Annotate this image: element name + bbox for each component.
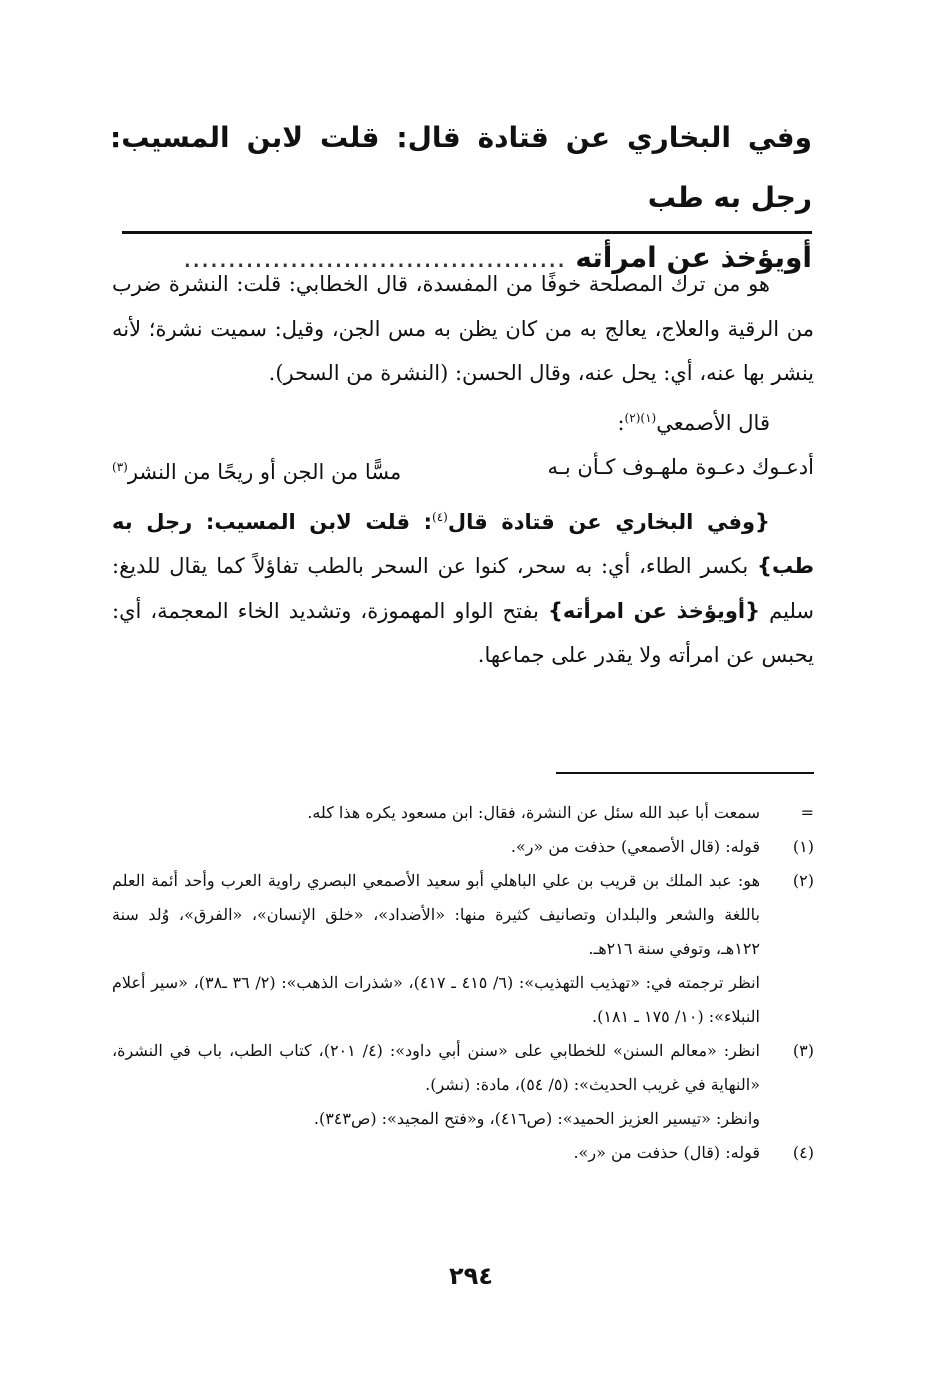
footnote-number: = [800, 803, 814, 822]
poem-second-hemistich [112, 445, 401, 495]
footnote-line: هو: عبد الملك بن قريب بن علي الباهلي أبو سعيد الأصمعي البصري راوية العرب وأحد أئمة العلم باللغة والشعر والبلدان وتصانيف كثيرة منها: «الأضداد»، «خلق الإنسان»، «الفرق»، وُلد سنة ١٢٢هـ، وتوفي سنة ٢١٦هـ. [112, 871, 760, 958]
page-number: ٢٩٤ [449, 1262, 493, 1290]
heading-dots: ........................................... [182, 241, 566, 274]
footnote-2 [112, 864, 814, 1034]
poem-first-hemistich: أدعـوك دعـوة ملهـوف كـأن بـه [547, 455, 814, 479]
footnote-4 [112, 1136, 814, 1170]
footnote-line: وانظر: «تيسير العزيز الحميد»: (ص٤١٦)، و«فتح المجيد»: (ص٣٤٣). [313, 1109, 760, 1128]
footnotes [112, 796, 814, 1170]
commentary-body [112, 262, 814, 678]
paragraph-2-text: قال الأصمعي [656, 410, 770, 435]
poem-verse [112, 445, 814, 495]
footnote-line: قوله: (قال الأصمعي) حذفت من «ر». [510, 837, 760, 856]
section-heading [110, 108, 812, 288]
heading-line-2: أويؤخذ عن امرأته [575, 241, 812, 274]
heading-line-1: وفي البخاري عن قتادة قال: قلت لابن المسيب: رجل به طب [110, 121, 812, 214]
footnote-line: قوله: (قال) حذفت من «ر». [573, 1143, 760, 1162]
footnote-number: (٣) [792, 1041, 814, 1060]
paragraph-2 [112, 396, 814, 446]
quote-bold-1: {وفي البخاري عن قتادة قال [447, 509, 770, 534]
paragraph-3-text-2: بفتح الواو المهموزة، وتشديد الخاء المعجمة، أي: يحبس عن امرأته ولا يقدر على جماعها. [112, 598, 814, 667]
footnote-1 [112, 830, 814, 864]
paragraph-2-colon: : [617, 410, 625, 435]
footnote-line: انظر: «معالم السنن» للخطابي على «سنن أبي داود»: (٤/ ٢٠١)، كتاب الطب، باب في النشرة، «النهاية في غريب الحديث»: (٥/ ٥٤)، مادة: (نشر). [112, 1041, 760, 1094]
footnote-line: سمعت أبا عبد الله سئل عن النشرة، فقال: ابن مسعود يكره هذا كله. [307, 803, 760, 822]
footnote-number: (١) [792, 837, 814, 856]
footnote-divider [556, 772, 814, 774]
footnote-ref-4: (٤) [432, 509, 448, 524]
footnote-ref-3: (٣) [112, 460, 128, 474]
footnote-number: (٢) [792, 871, 814, 890]
paragraph-3 [112, 495, 814, 678]
quote-bold-2: : قلت لابن المسيب: رجل به طب} [112, 509, 814, 578]
footnote-3 [112, 1034, 814, 1136]
footnote-continued [112, 796, 814, 830]
quote-bold-3: {أويؤخذ عن امرأته} [547, 598, 761, 623]
paragraph-3-text-1: بكسر الطاء، أي: به سحر، كنوا عن السحر بالطب تفاؤلاً كما يقال للديغ: سليم [112, 554, 814, 623]
poem-second-text: مسًّا من الجن أو ريحًا من النشر [127, 460, 402, 484]
heading-divider [122, 231, 812, 234]
paragraph-1: هو من ترك المصلحة خوفًا من المفسدة، قال الخطابي: قلت: النشرة ضرب من الرقية والعلاج، يعالج به من كان يظن به مس الجن، وقيل: سميت نشرة؛ لأنه ينشر بها عنه، أي: يحل عنه، وقال الحسن: (النشرة من السحر). [112, 272, 814, 385]
footnote-line: انظر ترجمته في: «تهذيب التهذيب»: (٦/ ٤١٥ ـ ٤١٧)، «شذرات الذهب»: (٢/ ٣٦ ـ٣٨)، «سير أعلام النبلاء»: (١٠/ ١٧٥ ـ ١٨١). [112, 973, 760, 1026]
footnote-number: (٤) [792, 1143, 814, 1162]
footnote-ref-1-2: (١)(٢) [624, 410, 657, 425]
